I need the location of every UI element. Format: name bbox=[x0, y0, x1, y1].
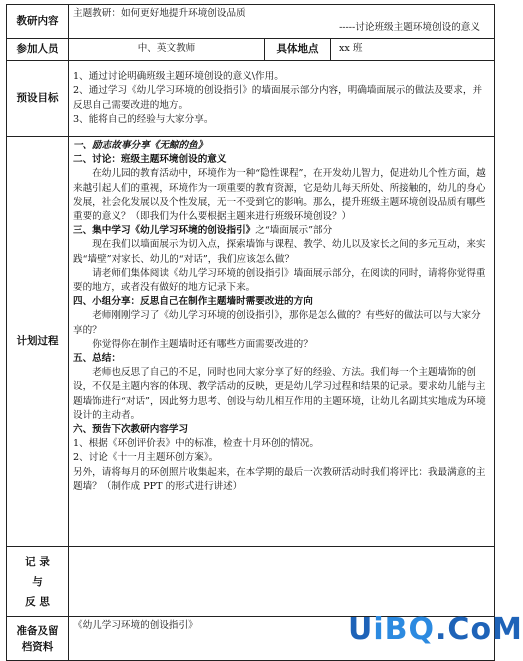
materials-value: 《幼儿学习环境的创设指引》 bbox=[69, 617, 495, 661]
materials-label-line: 档资料 bbox=[21, 640, 54, 653]
watermark-part: .CoM bbox=[435, 612, 523, 647]
section-heading: 五、总结： bbox=[73, 353, 121, 365]
record-label-line: 与 bbox=[32, 575, 43, 588]
section-heading-tail: 之“墙面展示”部分 bbox=[255, 225, 333, 237]
watermark-part: iBQ bbox=[373, 612, 436, 647]
row-record-reflection bbox=[7, 547, 495, 617]
section-heading: 一、励志故事分享《无鲸的鱼》 bbox=[73, 140, 208, 151]
process-cell bbox=[69, 137, 495, 547]
record-label-line: 记 录 bbox=[25, 555, 50, 568]
location-label: 具体地点 bbox=[265, 39, 331, 61]
record-reflection-label bbox=[7, 547, 69, 617]
watermark-part: U bbox=[348, 612, 374, 647]
participants-value: 中、英文教师 bbox=[69, 39, 265, 61]
research-plan-table bbox=[6, 4, 495, 661]
row-participants bbox=[7, 39, 495, 61]
section-paragraph: 老师也反思了自己的不足，同时也同大家分享了好的经验、方法。我们每一个主题墙饰的创设，不仅是主题内容的体现、教学活动的反映，更是幼儿学习过程和结果的记录。要求幼儿能与主题墙饰进行“对话”，因此努力思考、创设与幼儿相互作用的主题环境，让幼儿名副其实地成为环境设计的主动者。 bbox=[73, 367, 486, 421]
section-heading-line bbox=[73, 224, 490, 238]
section-paragraph: 在幼儿园的教育活动中，环境作为一种“隐性课程”，在开发幼儿智力，促进幼儿个性方面，越来越引起人们的重视，环境作为一项重要的教育资源，它是幼儿每天所处、所接触的，幼儿的身心发展，社会化发展以及个性发展，无一不受到它的影响。那么，提升班级主题环境创设品质有哪些重要的意义？（即我们为什么要根据主题来进行班级环境创设？） bbox=[73, 168, 486, 223]
section-paragraph: 现在我们以墙面展示为切入点，探索墙饰与课程、教学、幼儿以及家长之间的多元互动，来实践“墙壁”对家长、幼儿的“对话”，我们应该怎么做？ bbox=[73, 239, 486, 265]
goals-label: 预设目标 bbox=[7, 61, 69, 137]
research-content-label: 教研内容 bbox=[7, 5, 69, 39]
section-list-item: 1、根据《环创评价表》中的标准，检查十月环创的情况。 bbox=[73, 438, 319, 450]
row-plan-process bbox=[7, 137, 495, 547]
lesson-plan-sheet bbox=[6, 4, 494, 661]
goal-item: 3、能将自己的经验与大家分享。 bbox=[73, 113, 214, 125]
materials-label bbox=[7, 617, 69, 661]
record-label-line: 反 思 bbox=[25, 595, 50, 608]
section-paragraph: 老师刚刚学习了《幼儿学习环境的创设指引》，那你是怎么做的？有些好的做法可以与大家分享的？ bbox=[73, 310, 481, 336]
goals-cell bbox=[69, 61, 495, 137]
process-label: 计划过程 bbox=[7, 137, 69, 547]
research-topic: 主题教研：如何更好地提升环境创设品质 bbox=[73, 8, 246, 19]
research-content-cell bbox=[69, 5, 495, 39]
research-subtitle: -----讨论班级主题环境创设的意义 bbox=[339, 22, 480, 34]
section-heading: 三、集中学习《幼儿学习环境的创设指引》 bbox=[73, 225, 256, 237]
section-list-item: 2、讨论《十一月主题环创方案》。 bbox=[73, 452, 219, 464]
record-reflection-value bbox=[69, 547, 495, 617]
section-paragraph: 你觉得你在制作主题墙时还有哪些方面需要改进的？ bbox=[92, 338, 313, 350]
materials-label-line: 准备及留 bbox=[16, 624, 59, 637]
site-watermark-logo bbox=[348, 612, 523, 652]
row-research-content bbox=[7, 5, 495, 39]
section-heading: 四、小组分享：反思自己在制作主题墙时需要改进的方向 bbox=[73, 296, 313, 308]
location-value: xx 班 bbox=[331, 39, 495, 61]
section-paragraph: 另外，请将每月的环创照片收集起来，在本学期的最后一次教研活动时我们将评比：我最满意的主题墙？（制作成 PPT 的形式进行讲述） bbox=[73, 466, 486, 492]
goal-item: 1、通过讨论明确班级主题环境创设的意义\作用。 bbox=[73, 71, 284, 83]
participants-label: 参加人员 bbox=[7, 39, 69, 61]
section-heading: 二、讨论：班级主题环境创设的意义 bbox=[73, 154, 227, 166]
row-goals bbox=[7, 61, 495, 137]
section-heading: 六、预告下次教研内容学习 bbox=[73, 424, 189, 436]
goal-item: 2、通过学习《幼儿学习环境的创设指引》的墙面展示部分内容，明确墙面展示的做法及要求，并反思自己需要改进的地方。 bbox=[73, 85, 483, 111]
section-paragraph: 请老师们集体阅读《幼儿学习环境的创设指引》墙面展示部分，在阅读的同时，请将你觉得重要的地方，或者没有做好的地方记录下来。 bbox=[73, 267, 486, 294]
